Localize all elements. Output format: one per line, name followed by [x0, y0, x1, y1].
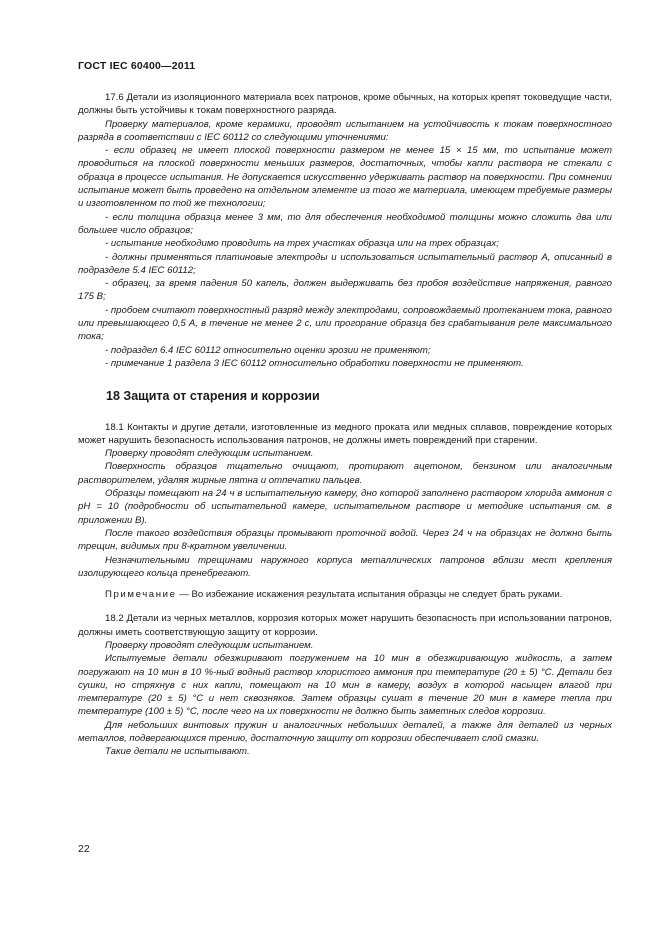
section-heading: 18 Защита от старения и коррозии: [106, 389, 320, 404]
list-item: - должны применяться платиновые электроды и использоваться испытательный раствор А, описанный в подразделе 5.4 IEC 60112;: [78, 251, 612, 276]
test-procedure: Проверку проводят следующим испытанием.: [105, 639, 314, 651]
test-procedure: Испытуемые детали обезжиривают погружением на 10 мин в обезжиривающую жидкость, а затем погружают на 10 мин в 10 %-ный водный раствор хлористого аммония при температуре (20 ± 5) °С. Детали без сушки, но стряхнув с них капли, помещают на 10 мин в камеру, воздух в которой насыщен влагой при температуре (20 ± 5) °С и нет сквозняков. Затем образцы сушат в течение 20 мин в камере тепла при температуре (100 ± 5) °С, после чего на их поверхности не должно быть заметных следов коррозии.: [78, 653, 612, 718]
list-item: - если образец не имеет плоской поверхности размером не менее 15 × 15 мм, то испытание может проводиться на плоской поверхности меньших размеров, достаточных, чтобы капли раствора не стекали с образца в процессе испытания. Не допускается искусственно удерживать раствор на поверхности. При сомнении испытание может быть проведено на отдельном элементе из того же материала, имеющем требуемые размеры и изготовленном по той же технологии;: [78, 145, 612, 210]
clause-18-1: 18.1 Контакты и другие детали, изготовленные из медного проката или медных сплавов, повреждение которых может нарушить безопасность использования патронов, не должны иметь повреждений при старении.: [78, 421, 612, 446]
running-header: ГОСТ IEC 60400—2011: [78, 60, 196, 72]
clause-18-2: 18.2 Детали из черных металлов, коррозия которых может нарушить безопасность при использовании патронов, должны иметь соответствующую защиту от коррозии.: [78, 613, 612, 638]
test-procedure: Проверку проводят следующим испытанием.: [105, 448, 314, 460]
test-procedure: Незначительными трещинами наружного корпуса металлических патронов вблизи мест крепления изолирующего кольца пренебрегают.: [78, 554, 612, 579]
test-procedure: Поверхность образцов тщательно очищают, протирают ацетоном, бензином или аналогичным растворителем, удаляя жирные пятна и отпечатки пальцев.: [78, 461, 612, 486]
test-procedure: После такого воздействия образцы промывают проточной водой. Через 24 ч на образцах не должно быть трещин, видимых при 8-кратном увеличении.: [78, 527, 612, 553]
note: [78, 588, 612, 601]
test-procedure: Для небольших винтовых пружин и аналогичных небольших деталей, а также для деталей из черных металлов, подвергающихся трению, достаточную защиту от коррозии обеспечивает слой смазки.: [78, 719, 612, 745]
list-item: - испытание необходимо проводить на трех участках образца или на трех образцах;: [105, 238, 499, 250]
list-item: - образец, за время падения 50 капель, должен выдерживать без пробоя воздействие напряжения, равного 175 В;: [78, 278, 612, 303]
note-label: Примечание: [105, 589, 177, 601]
document-body: [78, 91, 612, 759]
note-text: — Во избежание искажения результата испытания образцы не следует брать руками.: [176, 589, 563, 601]
list-item: - примечание 1 раздела 3 IEC 60112 относительно обработки поверхности не применяют.: [105, 357, 524, 369]
list-item: - пробоем считают поверхностный разряд между электродами, сопровождаемый протеканием тока, равного или превышающего 0,5 А, в течение не менее 2 с, или прогорание образца без срабатывания реле максимального тока;: [78, 304, 612, 343]
clause-17-6: 17.6 Детали из изоляционного материала всех патронов, кроме обычных, на которых крепят токоведущие части, должны быть устойчивы к токам поверхностного разряда.: [78, 92, 612, 117]
page-number: 22: [78, 843, 90, 855]
test-procedure: Такие детали не испытывают.: [105, 746, 250, 758]
list-item: - если толщина образца менее 3 мм, то для обеспечения необходимой толщины можно сложить два или большее число образцов;: [78, 211, 612, 236]
test-procedure: Проверку материалов, кроме керамики, проводят испытанием на устойчивость к токам поверхностного разряда в соответствии с IEC 60112 со следующими уточнениями:: [78, 118, 612, 143]
list-item: - подраздел 6.4 IEC 60112 относительно оценки эрозии не применяют;: [105, 344, 431, 356]
test-procedure: Образцы помещают на 24 ч в испытательную камеру, дно которой заполнено раствором хлорида аммония с pH = 10 (подробности об испытательной камере, испытательном растворе и методике испытания см. в приложении В).: [78, 488, 612, 526]
